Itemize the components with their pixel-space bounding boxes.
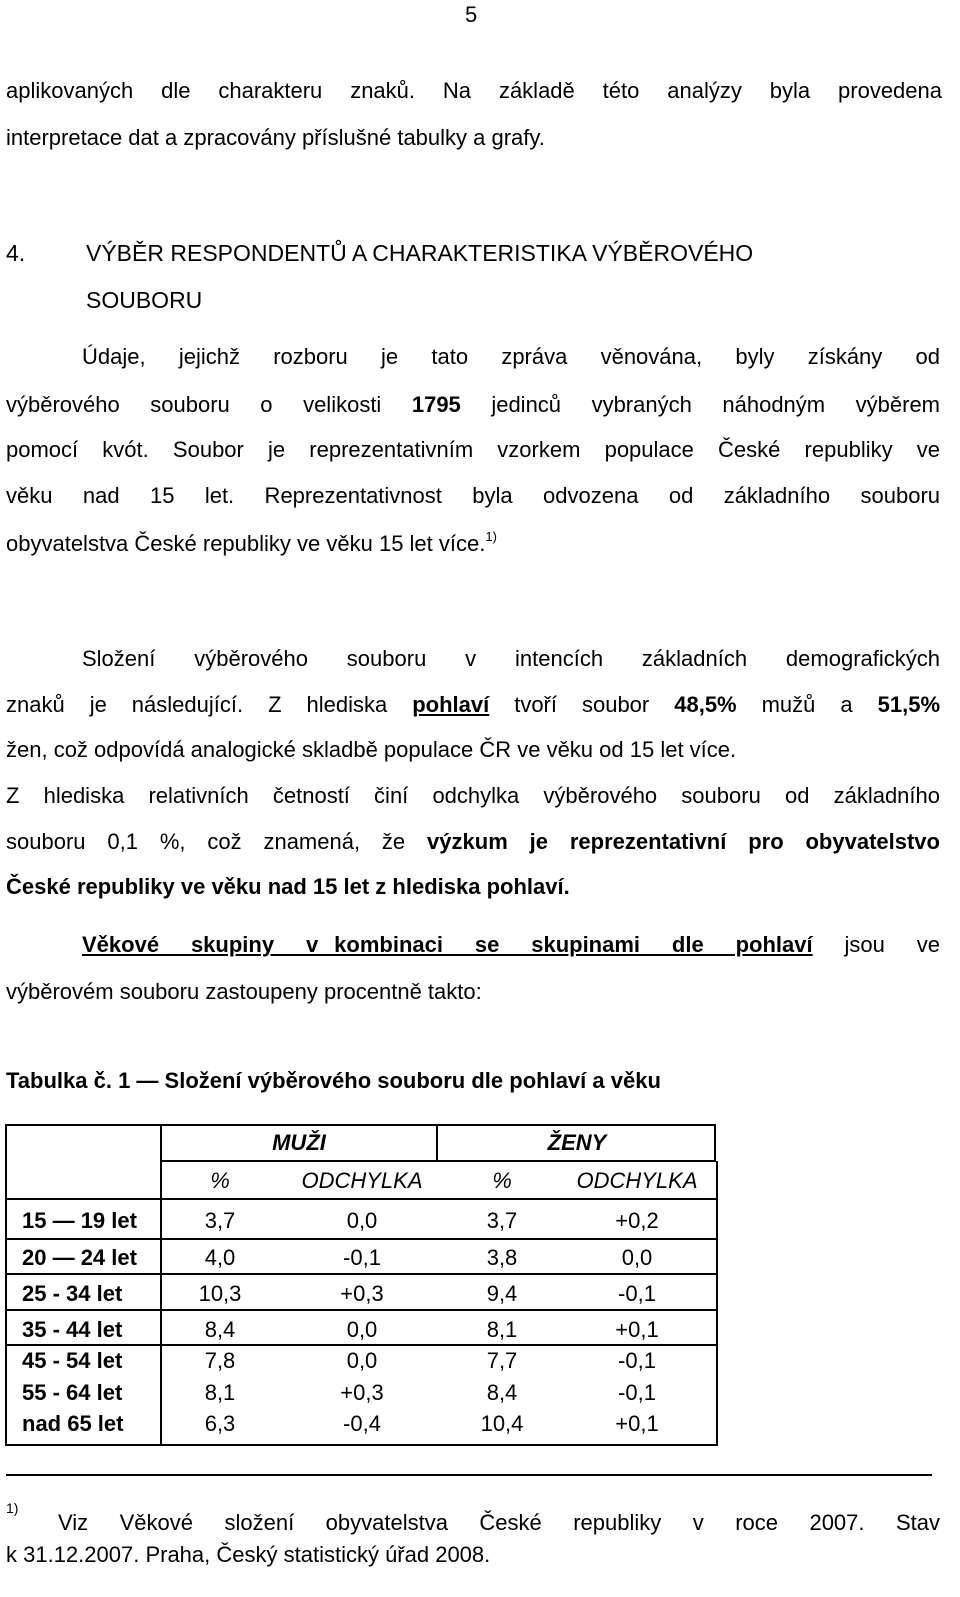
cell-m-pct: 3,7 xyxy=(204,1208,236,1233)
p2-line-1: Složení výběrového souboru v intencích základních demografických xyxy=(82,646,940,671)
header-men-dev: ODCHYLKA xyxy=(301,1168,423,1193)
intro-line-2: interpretace dat a zpracovány příslušné tabulky a grafy. xyxy=(6,125,545,150)
p1-line-4: věku nad 15 let. Reprezentativnost byla odvozena od základního souboru xyxy=(6,483,940,508)
cell-m-dev: 0,0 xyxy=(346,1317,378,1342)
cell-m-dev: +0,3 xyxy=(340,1281,384,1306)
cell-m-dev: -0,4 xyxy=(343,1411,381,1436)
section-title-line-2: SOUBORU xyxy=(86,287,203,313)
p1-line-2c: jedinců vybraných náhodným výběrem xyxy=(460,392,940,417)
row-label: 55 - 64 let xyxy=(22,1380,123,1405)
p3-line-2: výběrovém souboru zastoupeny procentně takto: xyxy=(6,979,482,1004)
footnote-ref: 1) xyxy=(485,529,497,544)
p2-line-2 xyxy=(6,692,940,718)
p1-line-2a: výběrového souboru o velikosti xyxy=(6,392,412,417)
row-label: 25 - 34 let xyxy=(22,1281,123,1306)
footnote-line-2: k 31.12.2007. Praha, Český statistický úřad 2008. xyxy=(6,1542,491,1567)
cell-m-dev: +0,3 xyxy=(340,1380,384,1405)
cell-w-dev: +0,1 xyxy=(615,1411,659,1436)
row-label: 20 — 24 let xyxy=(22,1245,137,1270)
men-share: 48,5% xyxy=(674,692,737,717)
cell-w-dev: -0,1 xyxy=(618,1281,656,1306)
cell-w-pct: 7,7 xyxy=(486,1348,518,1373)
p2-l2c: tvoří soubor xyxy=(489,692,675,717)
p2-line-4: Z hlediska relativních četností činí odchylka výběrového souboru od základního xyxy=(6,783,940,808)
cell-w-pct: 8,1 xyxy=(486,1317,518,1342)
cell-m-pct: 6,3 xyxy=(204,1411,236,1436)
header-men-pct: % xyxy=(210,1168,230,1193)
cell-m-pct: 4,0 xyxy=(204,1245,236,1270)
representativity-claim: výzkum je reprezentativní pro obyvatelstvo xyxy=(427,829,940,854)
p2-line-3: žen, což odpovídá analogické skladbě populace ČR ve věku od 15 let více. xyxy=(6,737,737,762)
row-label: 35 - 44 let xyxy=(22,1317,123,1342)
page-number: 5 xyxy=(465,2,478,27)
p2-line-5 xyxy=(6,829,940,855)
cell-m-pct: 10,3 xyxy=(198,1281,242,1306)
table-caption: Tabulka č. 1 — Složení výběrového souboru dle pohlaví a věku xyxy=(6,1068,661,1093)
intro-line-1-text: aplikovaných dle charakteru znaků. Na základě této analýzy byla provedena xyxy=(6,78,942,103)
p2-line-6: České republiky ve věku nad 15 let z hlediska pohlaví. xyxy=(6,874,570,899)
footnote-separator xyxy=(6,1474,932,1476)
cell-m-pct: 7,8 xyxy=(204,1348,236,1373)
intro-line-1 xyxy=(6,78,942,104)
header-women: ŽENY xyxy=(547,1130,607,1155)
p2-l2a: znaků je následující. Z hlediska xyxy=(6,692,413,717)
cell-w-pct: 3,8 xyxy=(486,1245,518,1270)
header-men: MUŽI xyxy=(272,1130,326,1155)
cell-w-pct: 9,4 xyxy=(486,1281,518,1306)
cell-m-pct: 8,4 xyxy=(204,1317,236,1342)
p2-l2e: mužů a xyxy=(736,692,878,717)
p3-l1b: jsou ve xyxy=(812,932,941,957)
women-share: 51,5% xyxy=(877,692,941,717)
age-groups-term: Věkové skupiny v kombinaci se skupinami dle pohlaví xyxy=(82,932,813,957)
p1-line-1 xyxy=(82,344,940,370)
cell-m-dev: 0,0 xyxy=(346,1348,378,1373)
p3-line-1 xyxy=(82,932,940,958)
cell-w-pct: 10,4 xyxy=(480,1411,524,1436)
p2-l5a: souboru 0,1 %, což znamená, že xyxy=(6,829,428,854)
cell-w-dev: -0,1 xyxy=(618,1380,656,1405)
footnote-line-1: Viz Věkové složení obyvatelstva České republiky v roce 2007. Stav xyxy=(58,1510,940,1535)
footnote-marker: 1) xyxy=(6,1500,19,1516)
p1-line-5-text: obyvatelstva České republiky ve věku 15 let více. xyxy=(6,531,486,556)
row-label: 15 — 19 let xyxy=(22,1208,137,1233)
p1-line-3: pomocí kvót. Soubor je reprezentativním vzorkem populace České republiky ve xyxy=(6,437,940,462)
cell-w-dev: -0,1 xyxy=(618,1348,656,1373)
cell-w-dev: +0,1 xyxy=(615,1317,659,1342)
gender-term: pohlaví xyxy=(412,692,490,717)
cell-w-dev: +0,2 xyxy=(615,1208,659,1233)
p1-line-1-text: Údaje, jejichž rozboru je tato zpráva věnována, byly získány od xyxy=(82,344,940,369)
cell-m-pct: 8,1 xyxy=(204,1380,236,1405)
row-label: 45 - 54 let xyxy=(22,1348,123,1373)
row-label: nad 65 let xyxy=(22,1411,124,1436)
section-number: 4. xyxy=(6,240,26,266)
cell-w-pct: 8,4 xyxy=(486,1380,518,1405)
section-title-line-1: VÝBĚR RESPONDENTŮ A CHARAKTERISTIKA VÝBĚROVÉHO xyxy=(86,240,754,266)
p1-line-2 xyxy=(6,392,940,418)
sample-size: 1795 xyxy=(411,392,461,417)
cell-w-pct: 3,7 xyxy=(486,1208,518,1233)
header-women-pct: % xyxy=(492,1168,512,1193)
p1-line-5 xyxy=(6,529,497,557)
cell-w-dev: 0,0 xyxy=(621,1245,653,1270)
cell-m-dev: 0,0 xyxy=(346,1208,378,1233)
header-women-dev: ODCHYLKA xyxy=(576,1168,698,1193)
cell-m-dev: -0,1 xyxy=(343,1245,381,1270)
